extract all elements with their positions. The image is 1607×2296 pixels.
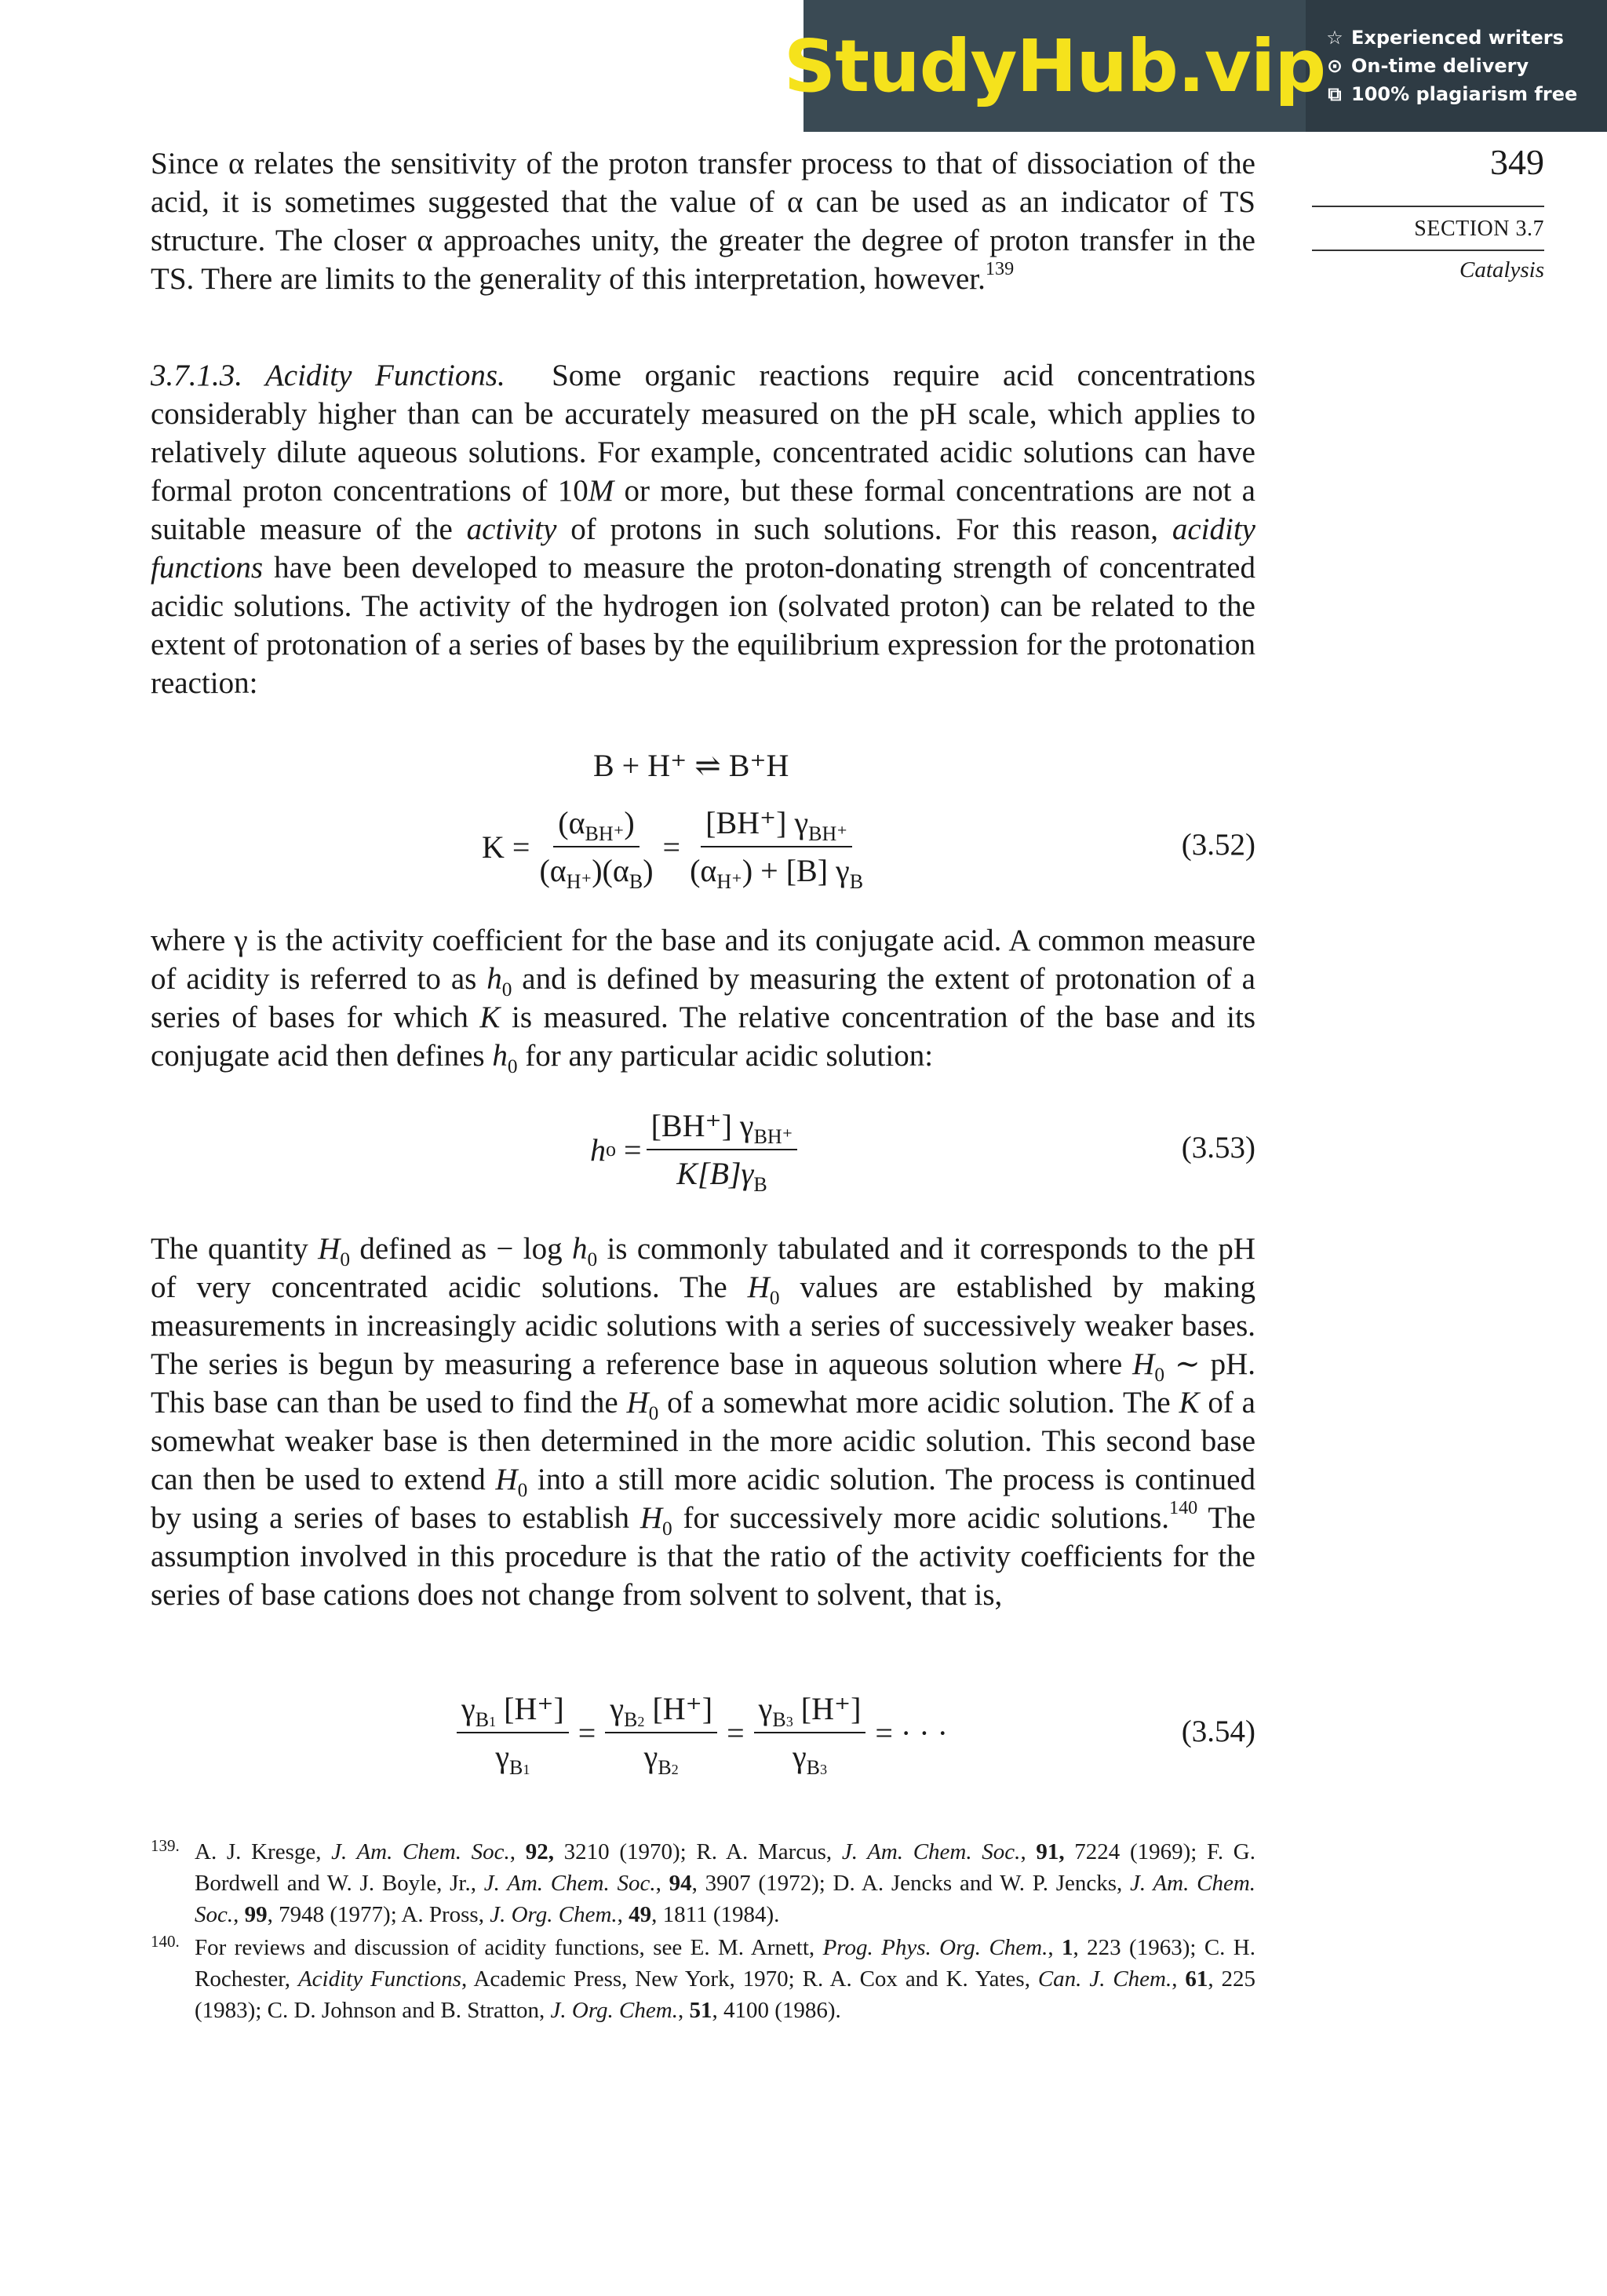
footnote-marker: 140. <box>151 1932 180 1951</box>
reaction-equation: B + H⁺ ⇌ B⁺H <box>593 748 789 783</box>
eq-part: γ <box>495 1739 509 1774</box>
volume-number: 1 <box>1062 1935 1073 1960</box>
citation-text: , <box>509 1839 526 1864</box>
eq-part: γ <box>461 1691 476 1726</box>
text-sub: 0 <box>587 1248 598 1270</box>
text-run: K <box>479 1000 501 1034</box>
journal-name: Acidity Functions <box>297 1966 461 1992</box>
text-run: The quantity <box>151 1232 319 1266</box>
journal-name: Can. J. Chem. <box>1037 1966 1172 1992</box>
eq-ellipsis: = · · · <box>875 1715 948 1751</box>
journal-name: J. Am. Chem. Soc. <box>841 1839 1021 1864</box>
journal-name: Prog. Phys. Org. Chem. <box>822 1935 1048 1960</box>
fraction-h0 <box>647 1107 798 1197</box>
feature-plagiarism-free <box>1325 83 1607 105</box>
section-label: SECTION 3.7 <box>1414 217 1544 241</box>
text-run: h <box>492 1039 508 1073</box>
eq-sub <box>624 1708 644 1731</box>
text-run: where γ is the activity coefficient for the base and its conjugate acid. A common measure of acidity is referred to as <box>151 924 1255 996</box>
eq-sub: BH⁺ <box>808 822 847 846</box>
text-run: H <box>626 1386 649 1420</box>
text-run: into a still more acidic solution. The process is continued by using a series of bases to establish <box>151 1463 1255 1535</box>
citation-text: , <box>233 1902 245 1927</box>
banner-features <box>1306 27 1607 105</box>
text-run: of a somewhat weaker base is then determined in the more acidic solution. This second base can then be used to extend <box>151 1386 1255 1496</box>
eq-part: (α <box>690 853 717 888</box>
text-run: acidity functions <box>151 512 1255 585</box>
text-sub: 0 <box>648 1401 659 1424</box>
eq-lhs: K = <box>482 829 530 865</box>
star-icon: ☆ <box>1326 27 1343 49</box>
text-run: Some organic reactions require acid concentrations considerably higher than can be accurately measured on the pH scale, which applies to relatively dilute aqueous solutions. For example, concentrated acidic solutions can have formal proton concentrations of 10 <box>151 359 1255 508</box>
equation-3-54 <box>151 1686 1255 1780</box>
text-run: is commonly tabulated and it corresponds to the pH of very concentrated acidic solutions. The <box>151 1232 1256 1304</box>
eq-sub <box>807 1756 827 1779</box>
text-sub: 0 <box>1154 1363 1165 1386</box>
eq-part: γ <box>792 1739 807 1774</box>
citation-text: , 3907 (1972); D. A. Jencks and W. P. Jencks, <box>691 1871 1131 1896</box>
citation-text: , 1811 (1984). <box>651 1902 780 1927</box>
eq-sub: BH⁺ <box>753 1125 793 1149</box>
equation-number: (3.52) <box>1181 828 1255 862</box>
eq-part: (α <box>558 805 585 840</box>
equation-3-53: h o = $\frac{[BH^+] \gamma_{BH^+}}{K[B]\gamma_B}$ (3.53) <box>590 1108 1255 1197</box>
paragraph-acidity-functions <box>151 356 1255 702</box>
feature-label: Experienced writers <box>1351 27 1564 49</box>
text-run: activity <box>466 512 557 546</box>
text-sub: 0 <box>507 1055 518 1077</box>
eq-equals: = <box>662 829 681 865</box>
citation-text: , Academic Press, New York, 1970; R. A. Cox and K. Yates, <box>461 1966 1038 1992</box>
text-run: M <box>588 474 614 508</box>
eq-part: γ <box>610 1691 625 1726</box>
header-rule-top <box>1312 206 1544 207</box>
text-run: ∼ pH. This base can than be used to find the <box>151 1347 1255 1420</box>
feature-label: On-time delivery <box>1351 55 1529 77</box>
journal-name: J. Am. Chem. Soc. <box>331 1839 510 1864</box>
volume-number: 92, <box>525 1839 554 1864</box>
fraction-b2 <box>605 1690 717 1780</box>
citation-text: 3210 (1970); R. A. Marcus, <box>553 1839 842 1864</box>
text-run: h <box>486 962 502 996</box>
text-run: or more, but these formal concentrations are not a suitable measure of the <box>151 474 1255 546</box>
citation-text: , 223 (1963); C. H. Rochester, <box>195 1935 1256 1992</box>
eq-sub: B <box>849 870 864 894</box>
fraction-b3 <box>754 1690 866 1780</box>
page-number: 349 <box>1490 142 1544 182</box>
citation-text: , <box>1172 1966 1186 1992</box>
eq-sub-index: 1 <box>489 1714 497 1730</box>
footnote-139 <box>151 1836 1255 1930</box>
fraction-b1 <box>457 1690 569 1780</box>
text-sub: 0 <box>517 1478 528 1501</box>
text-run: H <box>318 1232 341 1266</box>
citation-text: , 4100 (1986). <box>712 1998 841 2023</box>
footnote-ref-139[interactable]: 139 <box>985 257 1015 279</box>
eq-sub: H⁺ <box>716 870 742 894</box>
studyhub-logo[interactable]: StudyHub.vip <box>804 0 1306 132</box>
paragraph-text: Since α relates the sensitivity of the proton transfer process to that of dissociation of the acid, it is sometimes suggested that the value of α can be used as an indicator of TS structure. The closer α approaches unity, the greater the degree of proton transfer in the TS. There are limits to the generality of this interpretation, however. <box>151 147 1255 296</box>
eq-sub-index: 3 <box>785 1714 793 1730</box>
text-run: H <box>640 1501 663 1535</box>
footnote-ref-140[interactable]: 140 <box>1169 1496 1198 1518</box>
text-run: H <box>747 1270 770 1304</box>
eq-part: [H⁺] <box>793 1691 862 1726</box>
eq-sub-letter: B <box>806 1756 820 1780</box>
eq-sub-letter: B <box>658 1756 672 1780</box>
eq-sub: H⁺ <box>566 870 592 894</box>
text-run: H <box>1132 1347 1155 1381</box>
eq-sub <box>509 1756 530 1779</box>
eq-sub: BH⁺ <box>585 822 625 846</box>
footnote-text <box>195 1935 1255 2023</box>
feature-experienced-writers <box>1325 27 1607 49</box>
journal-name: J. Am. Chem. Soc. <box>195 1871 1256 1927</box>
eq-sub-index: 2 <box>671 1762 679 1778</box>
text-run: h <box>571 1232 588 1266</box>
volume-number: 49 <box>629 1902 652 1927</box>
paragraph-alpha <box>151 144 1255 298</box>
fraction-activity <box>534 804 658 894</box>
section-title: Catalysis <box>1459 257 1544 282</box>
text-run: have been developed to measure the proton-donating strength of concentrated acidic solutions. The activity of the hydrogen ion (solvated proton) can be related to the extent of protonation of a series of bases by the equilibrium expression for the protonation reaction: <box>151 551 1255 700</box>
eq-part: )(α <box>592 853 629 888</box>
eq-sub <box>772 1708 793 1731</box>
text-run: is measured. The relative concentration of the base and its conjugate acid then defines <box>151 1000 1255 1073</box>
eq-part: K[B]γ <box>676 1156 754 1191</box>
footnote-text <box>195 1839 1255 1927</box>
citation-text: , <box>1020 1839 1037 1864</box>
eq-part: [H⁺] <box>644 1691 713 1726</box>
eq-part: ) + [B] γ <box>742 853 850 888</box>
eq-part: ) <box>643 853 654 888</box>
text-sub: 0 <box>501 978 512 1000</box>
eq-sub: B <box>753 1173 767 1197</box>
journal-name: J. Am. Chem. Soc. <box>483 1871 656 1896</box>
volume-number: 51 <box>689 1998 712 2023</box>
text-run: of protons in such solutions. For this reason, <box>556 512 1172 546</box>
eq-sub-letter: B <box>772 1708 786 1732</box>
eq-sub-index: 3 <box>820 1762 828 1778</box>
journal-name: J. Org. Chem. <box>550 1998 678 2023</box>
volume-number: 99 <box>244 1902 268 1927</box>
text-run: and is defined by measuring the extent of protonation of a series of bases for which <box>151 962 1255 1034</box>
promo-banner[interactable] <box>783 0 1607 132</box>
footnotes <box>151 1836 1255 2028</box>
eq-part: (α <box>539 853 567 888</box>
eq-part: [H⁺] <box>496 1691 564 1726</box>
equation-number: (3.54) <box>1181 1715 1255 1748</box>
equation-3-52 <box>151 804 1255 894</box>
text-run: The assumption involved in this procedure is that the ratio of the activity coefficients for the series of base cations does not change from solvent to solvent, that is, <box>151 1501 1255 1612</box>
text-sub: 0 <box>662 1517 672 1540</box>
footnote-marker: 139. <box>151 1836 180 1855</box>
eq-sub-letter: B <box>624 1708 638 1732</box>
subsection-heading: 3.7.1.3. Acidity Functions. <box>151 359 505 392</box>
text-run: for any particular acidic solution: <box>517 1039 934 1073</box>
citation-text: , 225 (1983); C. D. Johnson and B. Stratton, <box>195 1966 1256 2023</box>
eq-sub-index: 1 <box>523 1762 530 1778</box>
text-run: for successively more acidic solutions. <box>672 1501 1169 1535</box>
paragraph-h0-values <box>151 1230 1255 1614</box>
feature-on-time-delivery <box>1325 55 1607 77</box>
text-run: values are established by making measurements in increasingly acidic solutions with a series of successively weaker bases. The series is begun by measuring a reference base in aqueous solution where <box>151 1270 1255 1381</box>
text-sub: 0 <box>769 1286 780 1309</box>
eq-equals: = <box>624 1132 642 1168</box>
eq-sub <box>658 1756 678 1779</box>
volume-number: 61 <box>1185 1966 1208 1992</box>
volume-number: 91, <box>1036 1839 1065 1864</box>
citation-text: A. J. Kresge, <box>195 1839 332 1864</box>
eq-equals: = <box>727 1715 745 1751</box>
eq-sub <box>476 1708 496 1731</box>
equation-number: (3.53) <box>1181 1131 1255 1164</box>
citation-text: 7224 (1969); F. G. Bordwell and W. J. Boyle, Jr., <box>195 1839 1255 1896</box>
text-run: K <box>1179 1386 1200 1420</box>
eq-part: [BH⁺] γ <box>650 1108 754 1143</box>
eq-part: γ <box>643 1739 658 1774</box>
journal-name: J. Org. Chem. <box>490 1902 618 1927</box>
clock-icon: ⊙ <box>1326 55 1343 77</box>
eq-equals: = <box>578 1715 596 1751</box>
citation-text: , <box>1048 1935 1062 1960</box>
citation-text: , 7948 (1977); A. Pross, <box>267 1902 490 1927</box>
feature-label: 100% plagiarism free <box>1351 83 1578 105</box>
header-rule-bottom <box>1312 250 1544 251</box>
citation-text: For reviews and discussion of acidity functions, see E. M. Arnett, <box>195 1935 823 1960</box>
copy-icon: ⧉ <box>1328 83 1342 105</box>
eq-part: γ <box>758 1691 773 1726</box>
text-run: of a somewhat more acidic solution. The <box>658 1386 1179 1420</box>
eq-part: ) <box>624 805 635 840</box>
eq-sub-letter: B <box>475 1708 490 1732</box>
citation-text: , <box>677 1998 690 2023</box>
eq-sub: B <box>629 870 643 894</box>
fraction-concentration <box>685 804 868 894</box>
paragraph-h0-definition <box>151 921 1255 1075</box>
text-run: defined as − log <box>349 1232 572 1266</box>
footnote-140 <box>151 1932 1255 2026</box>
citation-text: , <box>617 1902 629 1927</box>
eq-sub-letter: B <box>509 1756 523 1780</box>
text-run: H <box>495 1463 518 1496</box>
text-sub: 0 <box>340 1248 350 1270</box>
volume-number: 94 <box>669 1871 692 1896</box>
citation-text: , <box>655 1871 669 1896</box>
eq-part: [BH⁺] γ <box>705 805 809 840</box>
eq-sub-index: 2 <box>637 1714 645 1730</box>
eq-lhs: h <box>590 1132 606 1168</box>
